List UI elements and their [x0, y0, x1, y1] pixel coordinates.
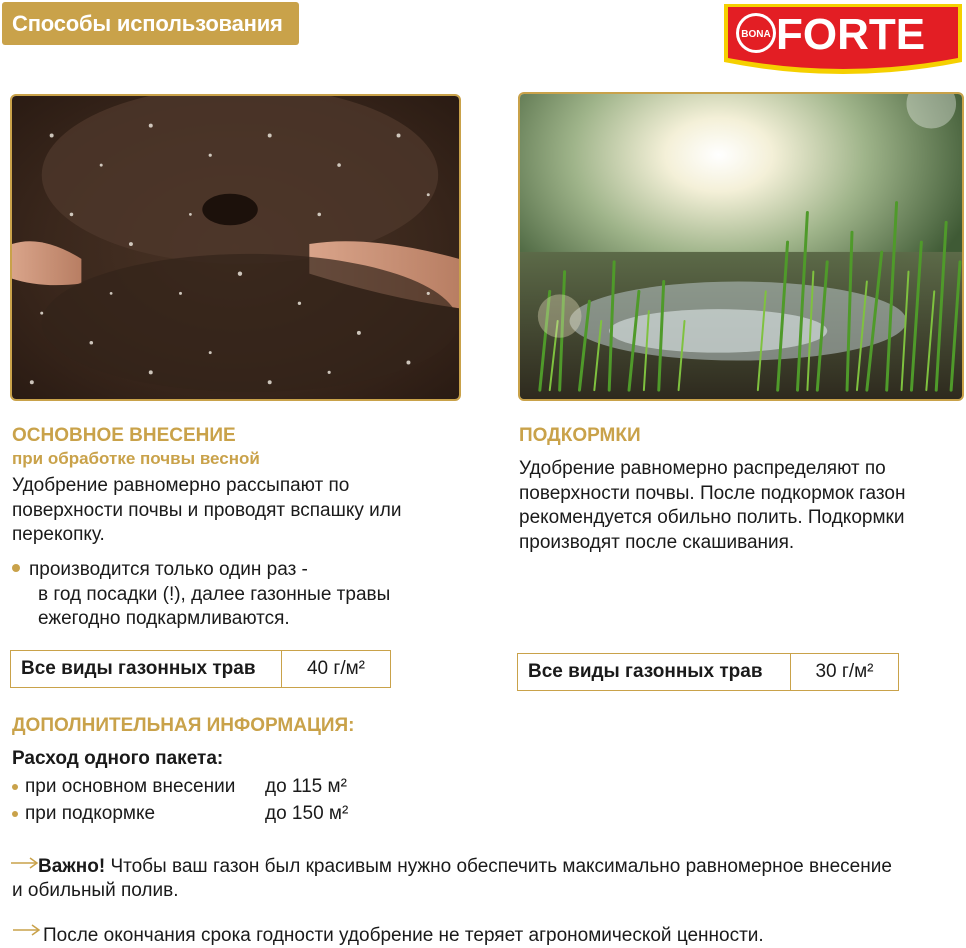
bullet-dot [12, 784, 18, 790]
important-note [38, 855, 892, 880]
right-rate-value: 30 г/м² [815, 661, 874, 682]
left-title: ОСНОВНОЕ ВНЕСЕНИЕ [12, 425, 236, 446]
extra-item-1-value: до 115 м² [265, 776, 347, 797]
logo-brand-text: FORTE [776, 10, 926, 59]
left-bullet-line-3: ежегодно подкармливаются. [38, 608, 290, 629]
left-bullet-line-1: производится только один раз - [29, 559, 308, 580]
bona-forte-logo [722, 2, 964, 78]
left-body: Удобрение равномерно рассыпают по поверхности почвы и проводят вспашку или перекопку. [12, 475, 402, 545]
soil-photo [10, 94, 461, 401]
extra-item-2-value: до 150 м² [265, 803, 349, 824]
bullet-dot [12, 564, 20, 572]
left-subtitle: при обработке почвы весной [12, 449, 260, 468]
section-title-badge: Способы использования [2, 2, 299, 45]
important-note-line-2: и обильный полив. [12, 880, 179, 901]
left-bullet-line-2: в год посадки (!), далее газонные травы [38, 584, 391, 605]
right-rate-table [517, 653, 899, 691]
right-title: ПОДКОРМКИ [519, 425, 641, 446]
extra-item-1-label: при основном внесении [25, 776, 236, 797]
left-rate-table [10, 650, 391, 688]
arrow-right-icon [12, 923, 42, 937]
extra-item-2-label: при подкормке [25, 803, 156, 824]
left-rate-value: 40 г/м² [306, 658, 365, 679]
right-rate-label: Все виды газонных трав [518, 654, 791, 690]
bullet-dot [12, 811, 18, 817]
right-body: Удобрение равномерно распределяют по поверхности почвы. После подкормок газон рекомендуется обильно полить. Подкормки производят после скашивания. [519, 458, 906, 553]
extra-subtitle: Расход одного пакета: [12, 748, 224, 769]
shelf-life-note: После окончания срока годности удобрение не теряет агрономической ценности. [43, 925, 764, 946]
logo-small-text: BONA [741, 29, 771, 40]
important-label: Важно! [38, 856, 106, 877]
grass-photo [518, 92, 964, 401]
arrow-right-icon [10, 856, 40, 870]
extra-title: ДОПОЛНИТЕЛЬНАЯ ИНФОРМАЦИЯ: [12, 715, 355, 736]
important-text: Чтобы ваш газон был красивым нужно обеспечить максимально равномерное внесение [105, 856, 892, 877]
left-rate-label: Все виды газонных трав [11, 651, 282, 687]
